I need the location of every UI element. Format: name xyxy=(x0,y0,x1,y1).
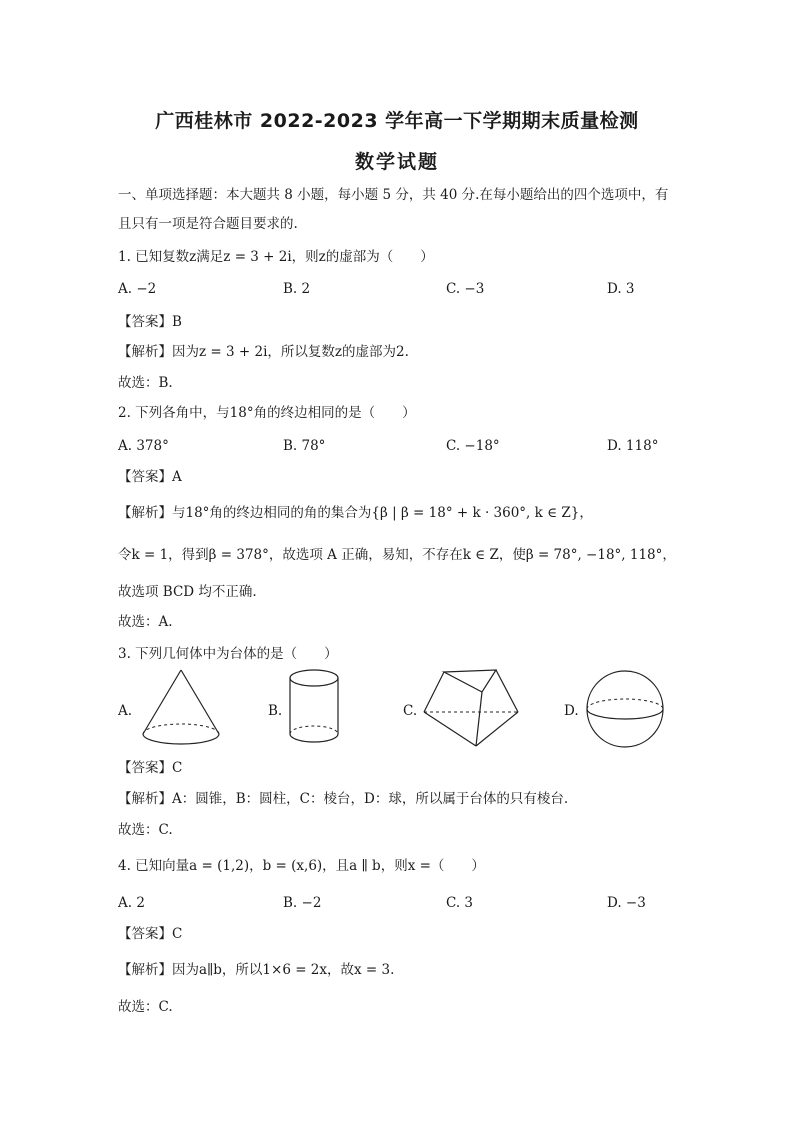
q1-analysis: 【解析】因为z = 3 + 2i，所以复数z的虚部为2. xyxy=(118,344,409,360)
q1-option-d: D. 3 xyxy=(607,281,635,297)
q2-option-d: D. 118° xyxy=(607,438,659,454)
q2-option-c: C. −18° xyxy=(446,438,500,454)
q2-option-a: A. 378° xyxy=(118,438,169,454)
q2-option-b: B. 78° xyxy=(283,438,326,454)
frustum-figure xyxy=(420,666,522,752)
document-subtitle: 数学试题 xyxy=(354,151,439,173)
q2-answer: 【答案】A xyxy=(118,469,182,485)
q3-conclusion: 故选：C. xyxy=(118,822,173,838)
q3-option-d-label: D. xyxy=(564,703,579,719)
q3-option-c-label: C. xyxy=(403,703,418,719)
q2-analysis-line-3: 故选项 BCD 均不正确. xyxy=(118,584,257,600)
section-instruction-line-1: 一、单项选择题：本大题共 8 小题，每小题 5 分，共 40 分.在每小题给出的四个选项中，有 xyxy=(118,187,669,203)
q4-analysis: 【解析】因为a∥b，所以1×6 = 2x，故x = 3. xyxy=(118,962,395,978)
q3-answer: 【答案】C xyxy=(118,760,183,776)
q1-answer: 【答案】B xyxy=(118,314,182,330)
q4-option-a: A. 2 xyxy=(118,895,145,911)
q3-option-a-label: A. xyxy=(118,703,133,719)
q4-stem: 4. 已知向量a = (1,2)，b = (x,6)，且a ∥ b，则x =（ ） xyxy=(118,858,485,874)
q3-option-b-label: B. xyxy=(268,703,283,719)
q2-analysis-line-1: 【解析】与18°角的终边相同的角的集合为{β | β = 18° + k · 360°, k ∈ Z}， xyxy=(118,505,593,521)
q2-conclusion: 故选：A. xyxy=(118,614,173,630)
cylinder-figure xyxy=(286,668,342,748)
q1-stem: 1. 已知复数z满足z = 3 + 2i，则z的虚部为（ ） xyxy=(118,249,434,265)
q1-option-c: C. −3 xyxy=(446,281,485,297)
q1-option-a: A. −2 xyxy=(118,281,157,297)
q4-conclusion: 故选：C. xyxy=(118,999,173,1015)
section-instruction-line-2: 且只有一项是符合题目要求的. xyxy=(118,216,298,232)
sphere-figure xyxy=(584,668,666,750)
q1-conclusion: 故选：B. xyxy=(118,375,173,391)
q2-analysis-line-2: 令k = 1，得到β = 378°，故选项 A 正确，易知，不存在k ∈ Z，使β = 78°, −18°, 118°， xyxy=(118,547,676,563)
document-title: 广西桂林市 2022-2023 学年高一下学期期末质量检测 xyxy=(155,110,639,132)
q4-option-d: D. −3 xyxy=(607,895,646,911)
q4-option-c: C. 3 xyxy=(446,895,474,911)
q4-answer: 【答案】C xyxy=(118,926,183,942)
q4-option-b: B. −2 xyxy=(283,895,322,911)
q3-stem: 3. 下列几何体中为台体的是（ ） xyxy=(118,646,338,662)
q3-analysis: 【解析】A：圆锥，B：圆柱，C：棱台，D：球，所以属于台体的只有棱台. xyxy=(118,791,569,807)
cone-figure xyxy=(140,668,222,748)
q1-option-b: B. 2 xyxy=(283,281,311,297)
q2-stem: 2. 下列各角中，与18°角的终边相同的是（ ） xyxy=(118,405,416,421)
